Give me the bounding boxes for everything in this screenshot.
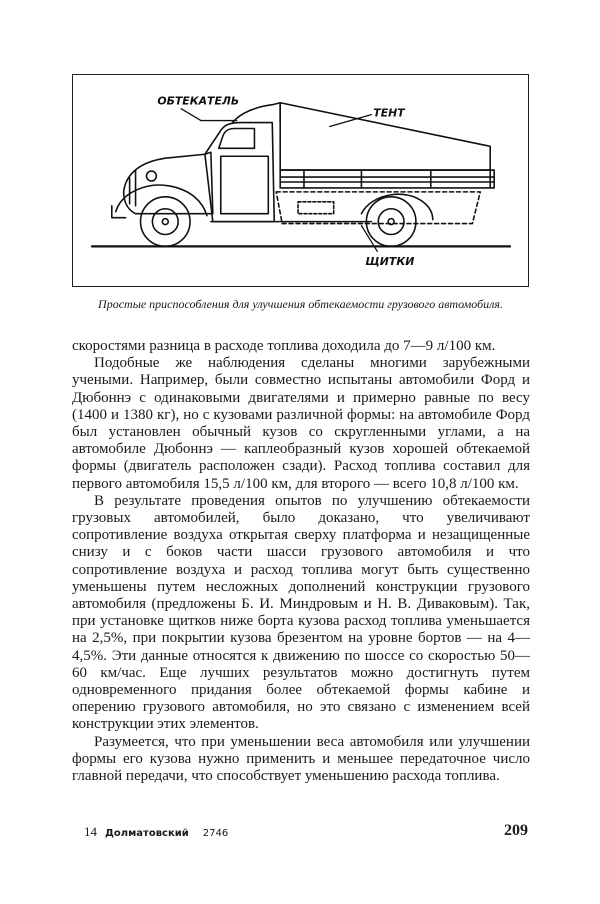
label-fairing: ОБТЕКАТЕЛЬ bbox=[157, 94, 240, 108]
figure-caption: Простые приспособления для улучшения обтекаемости грузового автомобиля. bbox=[98, 297, 503, 311]
order-number: 2746 bbox=[202, 828, 229, 839]
signature-number: 14 bbox=[84, 824, 97, 839]
label-shields: ЩИТКИ bbox=[365, 255, 415, 269]
page-number: 209 bbox=[504, 822, 528, 839]
label-tent: ТЕНТ bbox=[373, 106, 405, 120]
truck-figure bbox=[72, 74, 529, 287]
paragraph-continuation: скоростями разница в расходе топлива доходила до 7—9 л/100 км. bbox=[72, 338, 496, 354]
paragraph: В результате проведения опытов по улучшению обтекаемости грузовых автомобилей, было доказано, что увеличивают сопротивление воздуха открытая сверху платформа и незащищенные снизу и с боков части шасси грузового автомобиля и что сопротивление воздуха и расход топлива могут быть существенно уменьшены путем несложных дополнений конструкции грузового автомобиля (предложены Б. И. Миндровым и Н. В. Диваковым). Так, при установке щитков ниже борта кузова расход топлива уменьшается на 2,5%, при покрытии кузова брезентом на уровне бортов — на 4—4,5%. Эти данные относятся к движению по шоссе со скоростью 50—60 км/час. Еще лучших результатов можно достигнуть путем одновременного придания более обтекаемой формы кабине и оперению грузового автомобиля, но это связано с изменением всей конструкции этих элементов. bbox=[72, 492, 530, 733]
page-footer bbox=[72, 822, 530, 842]
paragraph: Подобные же наблюдения сделаны многими зарубежными учеными. Например, были совместно испытаны автомобили Форд и Дюбоннэ с одинаковыми двигателями и примерно равные по весу (1400 и 1380 кг), но с кузовами различной формы: на автомобиле Форд был установлен обычный кузов со скругленными углами, а на автомобиле Дюбоннэ — каплеобразный кузов хорошей обтекаемой формы (двигатель расположен сзади). Расход топлива составил для первого автомобиля 15,5 л/100 км, для второго — всего 10,8 л/100 км. bbox=[72, 355, 530, 492]
body-text bbox=[72, 338, 530, 785]
paragraph: Разумеется, что при уменьшении веса автомобиля или улучшении формы его кузова нужно применить и меньшее передаточное число главной передачи, что способствует уменьшению расхода топлива. bbox=[72, 733, 530, 785]
signature-mark bbox=[84, 824, 228, 840]
truck-illustration bbox=[73, 75, 528, 286]
signature-author: Долматовский bbox=[105, 828, 189, 839]
